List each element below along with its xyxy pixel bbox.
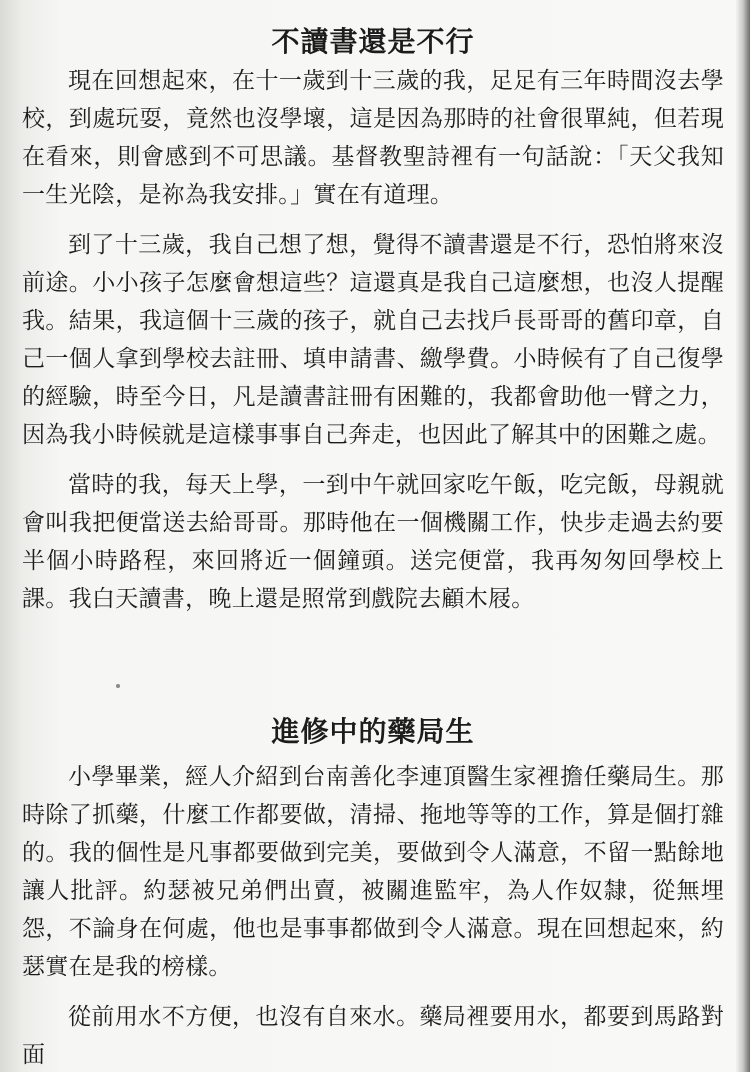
paragraph: 現在回想起來，在十一歲到十三歲的我，足足有三年時間沒去學校，到處玩耍，竟然也沒學壞，這是因為那時的社會很單純，但若現在看來，則會感到不可思議。基督教聖詩裡有一句話說：「天父我知一生光陰，是祢為我安排。」實在有道理。 [22,68,724,208]
section-body-not-studying [22,62,724,618]
book-spine-shadow [736,0,750,1072]
paragraph: 小學畢業，經人介紹到台南善化李連頂醫生家裡擔任藥局生。那時除了抓藥，什麼工作都要做，清掃、拖地等等的工作，算是個打雜的。我的個性是凡事都要做到完美，要做到令人滿意，不留一點餘地讓人批評。約瑟被兄弟們出賣，被關進監牢，為人作奴隸，從無埋怨，不論身在何處，他也是事事都做到令人滿意。現在回想起來，約瑟實在是我的榜樣。 [22,764,724,980]
paragraph: 當時的我，每天上學，一到中午就回家吃午飯，吃完飯，母親就會叫我把便當送去給哥哥。那時他在一個機關工作，快步走過去約要半個小時路程，來回將近一個鐘頭。送完便當，我再匆匆回學校上課。我白天讀書，晚上還是照常到戲院去顧木屐。 [22,472,724,612]
section-title-pharmacy-apprentice: 進修中的藥局生 [271,715,475,748]
print-speck [116,684,120,688]
section-title-not-studying: 不讀書還是不行 [271,25,475,58]
section-body-pharmacy-apprentice [22,758,724,1072]
paragraph: 從前用水不方便，也沒有自來水。藥局裡要用水，都要到馬路對面 [22,1004,724,1068]
paragraph: 到了十三歲，我自己想了想，覺得不讀書還是不行，恐怕將來沒前途。小小孩子怎麼會想這些？這還真是我自己這麼想，也沒人提醒我。結果，我這個十三歲的孩子，就自己去找戶長哥哥的舊印章，自己一個人拿到學校去註冊、填申請書、繳學費。小時候有了自己復學的經驗，時至今日，凡是讀書註冊有困難的，我都會助他一臂之力，因為我小時候就是這樣事事自己奔走，也因此了解其中的困難之處。 [22,232,724,448]
